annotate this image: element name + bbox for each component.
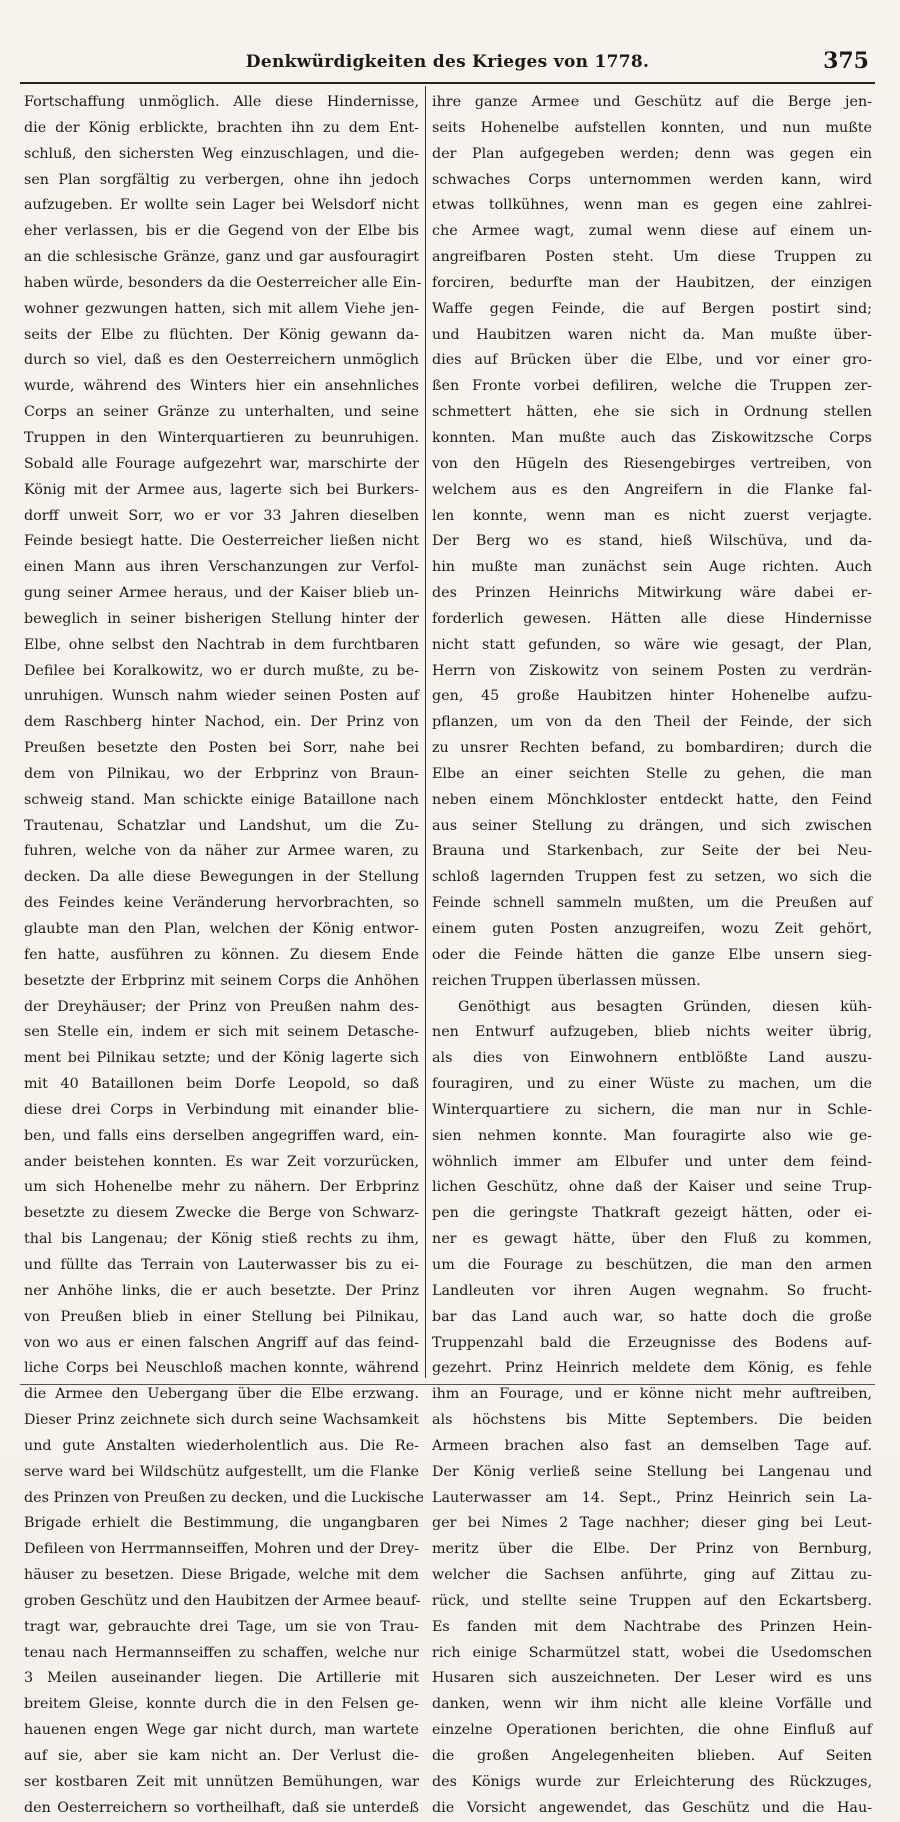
text-line: pflanzen, um von da den Theil der Feinde, der sich — [432, 714, 872, 731]
text-line: König mit der Armee aus, lagerte sich bei Burkers- — [24, 481, 419, 498]
text-line: Truppenzahl bald die Erzeugnisse des Bodens auf- — [432, 1334, 872, 1351]
text-line: Armeen brachen also fast an demselben Tage auf. — [432, 1437, 872, 1454]
text-line: eher verlassen, bis er die Gegend von der Elbe bis — [24, 223, 419, 240]
footer-rule — [20, 1384, 875, 1385]
text-line: sien nehmen konnte. Man fouragirte also wie ge- — [432, 1127, 872, 1144]
text-line: des Königs wurde zur Erleichterung des Rückzuges, — [432, 1773, 872, 1790]
text-line: serve ward bei Wildschütz aufgestellt, um die Flanke — [24, 1463, 419, 1480]
text-line: Brauna und Starkenbach, zur Seite der bei Neu- — [432, 843, 872, 860]
text-line: aus seiner Stellung zu drängen, und sich zwischen — [432, 817, 872, 834]
text-line: fouragiren, und zu einer Wüste zu machen, um die — [432, 1076, 872, 1093]
text-line: konnten. Man mußte auch das Ziskowitzsche Corps — [432, 429, 872, 446]
text-line: lichen Geschütz, ohne daß der Kaiser und seine Trup- — [432, 1179, 872, 1196]
text-line: liche Corps bei Neuschloß machen konnte, während — [24, 1360, 419, 1377]
text-line: einzelne Operationen berichten, die ohne Einfluß auf — [432, 1722, 872, 1739]
header-rule — [20, 82, 875, 84]
text-line: an die schlesische Gränze, ganz und gar ausfouragirt — [24, 249, 419, 266]
text-line: welchem aus es den Angreifern in die Flanke fal- — [432, 481, 872, 498]
text-line: um die Fourage zu beschützen, die man den armen — [432, 1256, 872, 1273]
text-line: wohner gezwungen hatten, sich mit allem Viehe jen- — [24, 300, 419, 317]
text-line: und füllte das Terrain von Lauterwasser bis zu ei- — [24, 1256, 419, 1273]
text-line: einen Mann aus ihren Verschanzungen zur Verfol- — [24, 559, 419, 576]
text-line: und Haubitzen waren nicht da. Man mußte über- — [432, 326, 872, 343]
text-line: etwas tollkühnes, wenn man es gegen eine zahlrei- — [432, 197, 872, 214]
column-divider — [425, 86, 426, 1378]
text-line: dies auf Brücken über die Elbe, und vor einer gro- — [432, 352, 872, 369]
text-line: von wo aus er einen falschen Angriff auf das feind- — [24, 1334, 419, 1351]
text-line: schweig stand. Man schickte einige Bataillone nach — [24, 791, 419, 808]
text-line: groben Geschütz und den Haubitzen der Armee beauf- — [24, 1592, 421, 1609]
text-line: schwaches Corps unternommen werden kann, wird — [432, 171, 872, 188]
text-line: schluß, den sichersten Weg einzuschlagen, und die- — [24, 145, 419, 162]
text-line: ander beistehen konnten. Es war Zeit vorzurücken, — [24, 1153, 419, 1170]
text-line: Brigade erhielt die Bestimmung, die ungangbaren — [24, 1515, 419, 1532]
text-line: schmettert hätten, ehe sie sich in Ordnung stellen — [432, 404, 872, 421]
text-line: als dies von Einwohnern entblößte Land auszu- — [432, 1050, 872, 1067]
text-line: und gute Anstalten wiederholentlich aus. Die Re- — [24, 1437, 419, 1454]
text-line: Defilee bei Koralkowitz, wo er durch mußte, zu be- — [24, 662, 419, 679]
text-line: Waffe gegen Feinde, die auf Bergen postirt sind; — [432, 300, 872, 317]
text-line: ner es gewagt hätte, über den Fluß zu kommen, — [432, 1231, 872, 1248]
text-line: der Plan aufgegeben werden; denn was gegen ein — [432, 145, 872, 162]
text-line: Lauterwasser am 14. Sept., Prinz Heinrich sein La- — [432, 1489, 872, 1506]
text-line: rück, und stellte seine Truppen auf den Eckartsberg. — [432, 1592, 872, 1609]
text-line: tenau nach Hermannseiffen zu schaffen, welche nur — [24, 1644, 419, 1661]
text-line: die großen Angelegenheiten blieben. Auf Seiten — [432, 1748, 872, 1764]
text-line: ben, und falls eins derselben angegriffen ward, ein- — [24, 1127, 419, 1144]
text-line: zu unsrer Rechten befand, zu bombardiren; durch die — [432, 740, 872, 757]
text-line: durch so viel, daß es den Oesterreichern unmöglich — [24, 352, 419, 369]
text-line: häuser zu besetzen. Diese Brigade, welche mit dem — [24, 1567, 419, 1584]
text-line: rich einige Scharmützel statt, wobei die Usedomschen — [432, 1644, 872, 1661]
text-line: tragt war, gebrauchte drei Tage, um sie von Trau- — [24, 1618, 419, 1635]
text-line: Landleuten vor ihren Augen wegnahm. So frucht- — [432, 1282, 872, 1299]
text-line: Truppen in den Winterquartieren zu beunruhigen. — [24, 429, 419, 446]
text-line: dorff unweit Sorr, wo er vor 33 Jahren dieselben — [24, 507, 419, 524]
text-line: sen Stelle ein, indem er sich mit seinem Detasche- — [24, 1024, 419, 1041]
text-line: meritz über die Elbe. Der Prinz von Bernburg, — [432, 1541, 872, 1558]
text-line: Fortschaffung unmöglich. Alle diese Hindernisse, — [24, 94, 419, 110]
text-line: angreifbaren Posten steht. Um diese Truppen zu — [432, 249, 872, 266]
text-line: Trautenau, Schatzlar und Landshut, um die Zu- — [24, 817, 419, 834]
text-line: diese drei Corps in Verbindung mit einander blie- — [24, 1101, 419, 1118]
text-line: besetzte der Erbprinz mit seinem Corps die Anhöhen — [24, 972, 419, 989]
text-line: schloß lagernden Truppen fest zu setzen, wo sich die — [432, 869, 872, 886]
text-line: ger bei Nimes 2 Tage nachher; dieser ging bei Leut- — [432, 1515, 872, 1532]
text-line: Corps an seiner Gränze zu unterhalten, und seine — [24, 404, 419, 421]
text-line: che Armee wagt, zumal wenn diese auf einem un- — [432, 223, 872, 240]
text-line: breitem Gleise, konnte durch die in den Felsen ge- — [24, 1696, 419, 1713]
text-line: unruhigen. Wunsch nahm wieder seinen Posten auf — [24, 688, 419, 705]
page-header — [20, 48, 875, 78]
text-line: seits der Elbe zu flüchten. Der König gewann da- — [24, 326, 419, 343]
text-line: Elbe an einer seichten Stelle zu gehen, die man — [432, 765, 872, 782]
text-line: hauenen engen Wege gar nicht durch, man wartete — [24, 1722, 419, 1739]
text-line: ßen Fronte vorbei defiliren, welche die Truppen zer- — [432, 378, 872, 395]
text-line: gung seiner Armee heraus, und der Kaiser blieb un- — [24, 585, 419, 602]
text-line: dem Raschberg hinter Nachod, ein. Der Prinz von — [24, 714, 419, 731]
text-line: beweglich in seiner bisherigen Stellung hinter der — [24, 610, 419, 627]
text-line: Elbe, ohne selbst den Nachtrab in dem furchtbaren — [24, 636, 419, 653]
text-line: von den Hügeln des Riesengebirges vertreiben, von — [432, 455, 872, 472]
right-column — [432, 90, 872, 1816]
text-line: mit 40 Bataillonen beim Dorfe Leopold, so daß — [24, 1076, 419, 1093]
text-line: fuhren, welche von da näher zur Armee waren, zu — [24, 843, 419, 860]
text-line: des Feindes keine Veränderung hervorbrachten, so — [24, 895, 419, 912]
text-line: als höchstens bis Mitte Septembers. Die beiden — [432, 1412, 872, 1429]
text-line: einem guten Posten anzugreifen, wozu Zeit gehört, — [432, 921, 872, 937]
text-line: gen, 45 große Haubitzen hinter Hohenelbe aufzu- — [432, 688, 872, 705]
text-line: Husaren sich auszeichneten. Der Leser wird es uns — [432, 1670, 872, 1687]
text-line: sen Plan sorgfältig zu verbergen, ohne ihn jedoch — [24, 171, 419, 188]
text-line: von Preußen blieb in einer Stellung bei Pilnikau, — [24, 1308, 419, 1325]
text-line: ser kostbaren Zeit mit unnützen Bemühungen, war — [24, 1773, 419, 1790]
text-line: danken, wenn wir ihm nicht alle kleine Vorfälle und — [432, 1696, 872, 1713]
text-line: decken. Da alle diese Bewegungen in der Stellung — [24, 869, 419, 886]
text-line: der Dreyhäuser; der Prinz von Preußen nahm des- — [24, 998, 419, 1015]
text-line: fen hatte, ausführen zu können. Zu diesem Ende — [24, 946, 419, 963]
text-line: Genöthigt aus besagten Gründen, diesen küh- — [458, 998, 872, 1015]
text-line: len konnte, wenn man es nicht zuerst verjagte. — [432, 507, 872, 524]
text-line: auf sie, aber sie kam nicht an. Der Verlust die- — [24, 1748, 419, 1764]
text-line: pen die geringste Thatkraft gezeigt hätten, oder ei- — [432, 1205, 872, 1222]
text-line: Dieser Prinz zeichnete sich durch seine Wachsamkeit — [24, 1412, 419, 1429]
left-column — [24, 90, 424, 1816]
text-line: welcher die Sachsen anführte, ging auf Zittau zu- — [432, 1567, 872, 1584]
text-line: ment bei Pilnikau setzte; und der König lagerte sich — [24, 1050, 419, 1067]
text-line: Der Berg wo es stand, hieß Wilschüva, und da- — [432, 533, 872, 550]
text-line: reichen Truppen überlassen müssen. — [432, 972, 701, 989]
text-line: neben einem Mönchkloster entdeckt hatte, den Feind — [432, 791, 872, 808]
text-line: ihm an Fourage, und er könne nicht mehr auftreiben, — [432, 1386, 872, 1403]
text-line: hin mußte man zunächst sein Auge richten. Auch — [432, 559, 872, 576]
text-line: haben würde, besonders da die Oesterreicher alle Ein- — [24, 274, 422, 291]
text-line: 3 Meilen auseinander liegen. Die Artillerie mit — [24, 1670, 419, 1687]
text-line: um sich Hohenelbe mehr zu nähern. Der Erbprinz — [24, 1179, 419, 1196]
text-line: Sobald alle Fourage aufgezehrt war, marschirte der — [24, 455, 419, 472]
text-line: die der König erblickte, brachten ihn zu dem Ent- — [24, 119, 419, 136]
text-line: dem von Pilnikau, wo der Erbprinz von Braun- — [24, 765, 419, 782]
text-line: thal bis Langenau; der König stieß rechts zu ihm, — [24, 1231, 419, 1248]
text-line: forciren, bedurfte man der Haubitzen, der einzigen — [432, 274, 872, 291]
text-line: forderlich gewesen. Hätten alle diese Hindernisse — [432, 610, 872, 627]
text-line: nicht statt gefunden, so wäre wie gesagt, der Plan, — [432, 636, 872, 653]
text-line: Herrn von Ziskowitz von seinem Posten zu verdrän- — [432, 662, 872, 679]
text-line: den Oesterreichern so vortheilhaft, daß sie unterdeß — [24, 1799, 419, 1816]
text-line: seits Hohenelbe aufstellen konnten, und nun mußte — [432, 119, 872, 136]
text-line: die Armee den Uebergang über die Elbe erzwang. — [24, 1386, 419, 1403]
text-line: Der König verließ seine Stellung bei Langenau und — [432, 1463, 872, 1480]
page-number: 375 — [823, 48, 869, 74]
text-line: gezehrt. Prinz Heinrich meldete dem König, es fehle — [432, 1360, 872, 1377]
text-line: die Vorsicht angewendet, das Geschütz und die Hau- — [432, 1799, 872, 1816]
text-line: oder die Feinde hätten die ganze Elbe unsern sieg- — [432, 946, 872, 963]
text-line: glaubte man den Plan, welchen der König entwor- — [24, 921, 419, 937]
text-line: ihre ganze Armee und Geschütz auf die Berge jen- — [432, 94, 872, 110]
text-line: Preußen besetzte den Posten bei Sorr, nahe bei — [24, 740, 419, 757]
text-line: nen Entwurf aufzugeben, blieb nichts weiter übrig, — [432, 1024, 872, 1041]
text-line: des Prinzen Heinrichs Mitwirkung wäre dabei er- — [432, 585, 872, 602]
text-line: Es fanden mit dem Nachtrabe des Prinzen Hein- — [432, 1618, 872, 1635]
running-title: Denkwürdigkeiten des Krieges von 1778. — [245, 52, 650, 72]
text-line: ner Anhöhe links, die er auch besetzte. Der Prinz — [24, 1282, 419, 1299]
text-line: wöhnlich immer am Elbufer und unter dem feind- — [432, 1153, 872, 1170]
text-line: Feinde schnell sammeln mußten, um die Preußen auf — [432, 895, 872, 912]
text-line: bar das Land auch war, so hatte doch die große — [432, 1308, 872, 1325]
text-line: Feinde besiegt hatte. Die Oesterreicher ließen nicht — [24, 533, 419, 550]
text-line: Winterquartiere zu sichern, die man nur in Schle- — [432, 1101, 872, 1118]
text-line: besetzte zu diesem Zwecke die Berge von Schwarz- — [24, 1205, 419, 1222]
text-line: Defileen von Herrmannseiffen, Mohren und der Drey- — [24, 1541, 419, 1558]
text-line: wurde, während des Winters hier ein ansehnliches — [24, 378, 419, 395]
text-line: des Prinzen von Preußen zu decken, und die Luckische — [24, 1489, 424, 1506]
text-line: aufzugeben. Er wollte sein Lager bei Welsdorf nicht — [24, 197, 419, 214]
